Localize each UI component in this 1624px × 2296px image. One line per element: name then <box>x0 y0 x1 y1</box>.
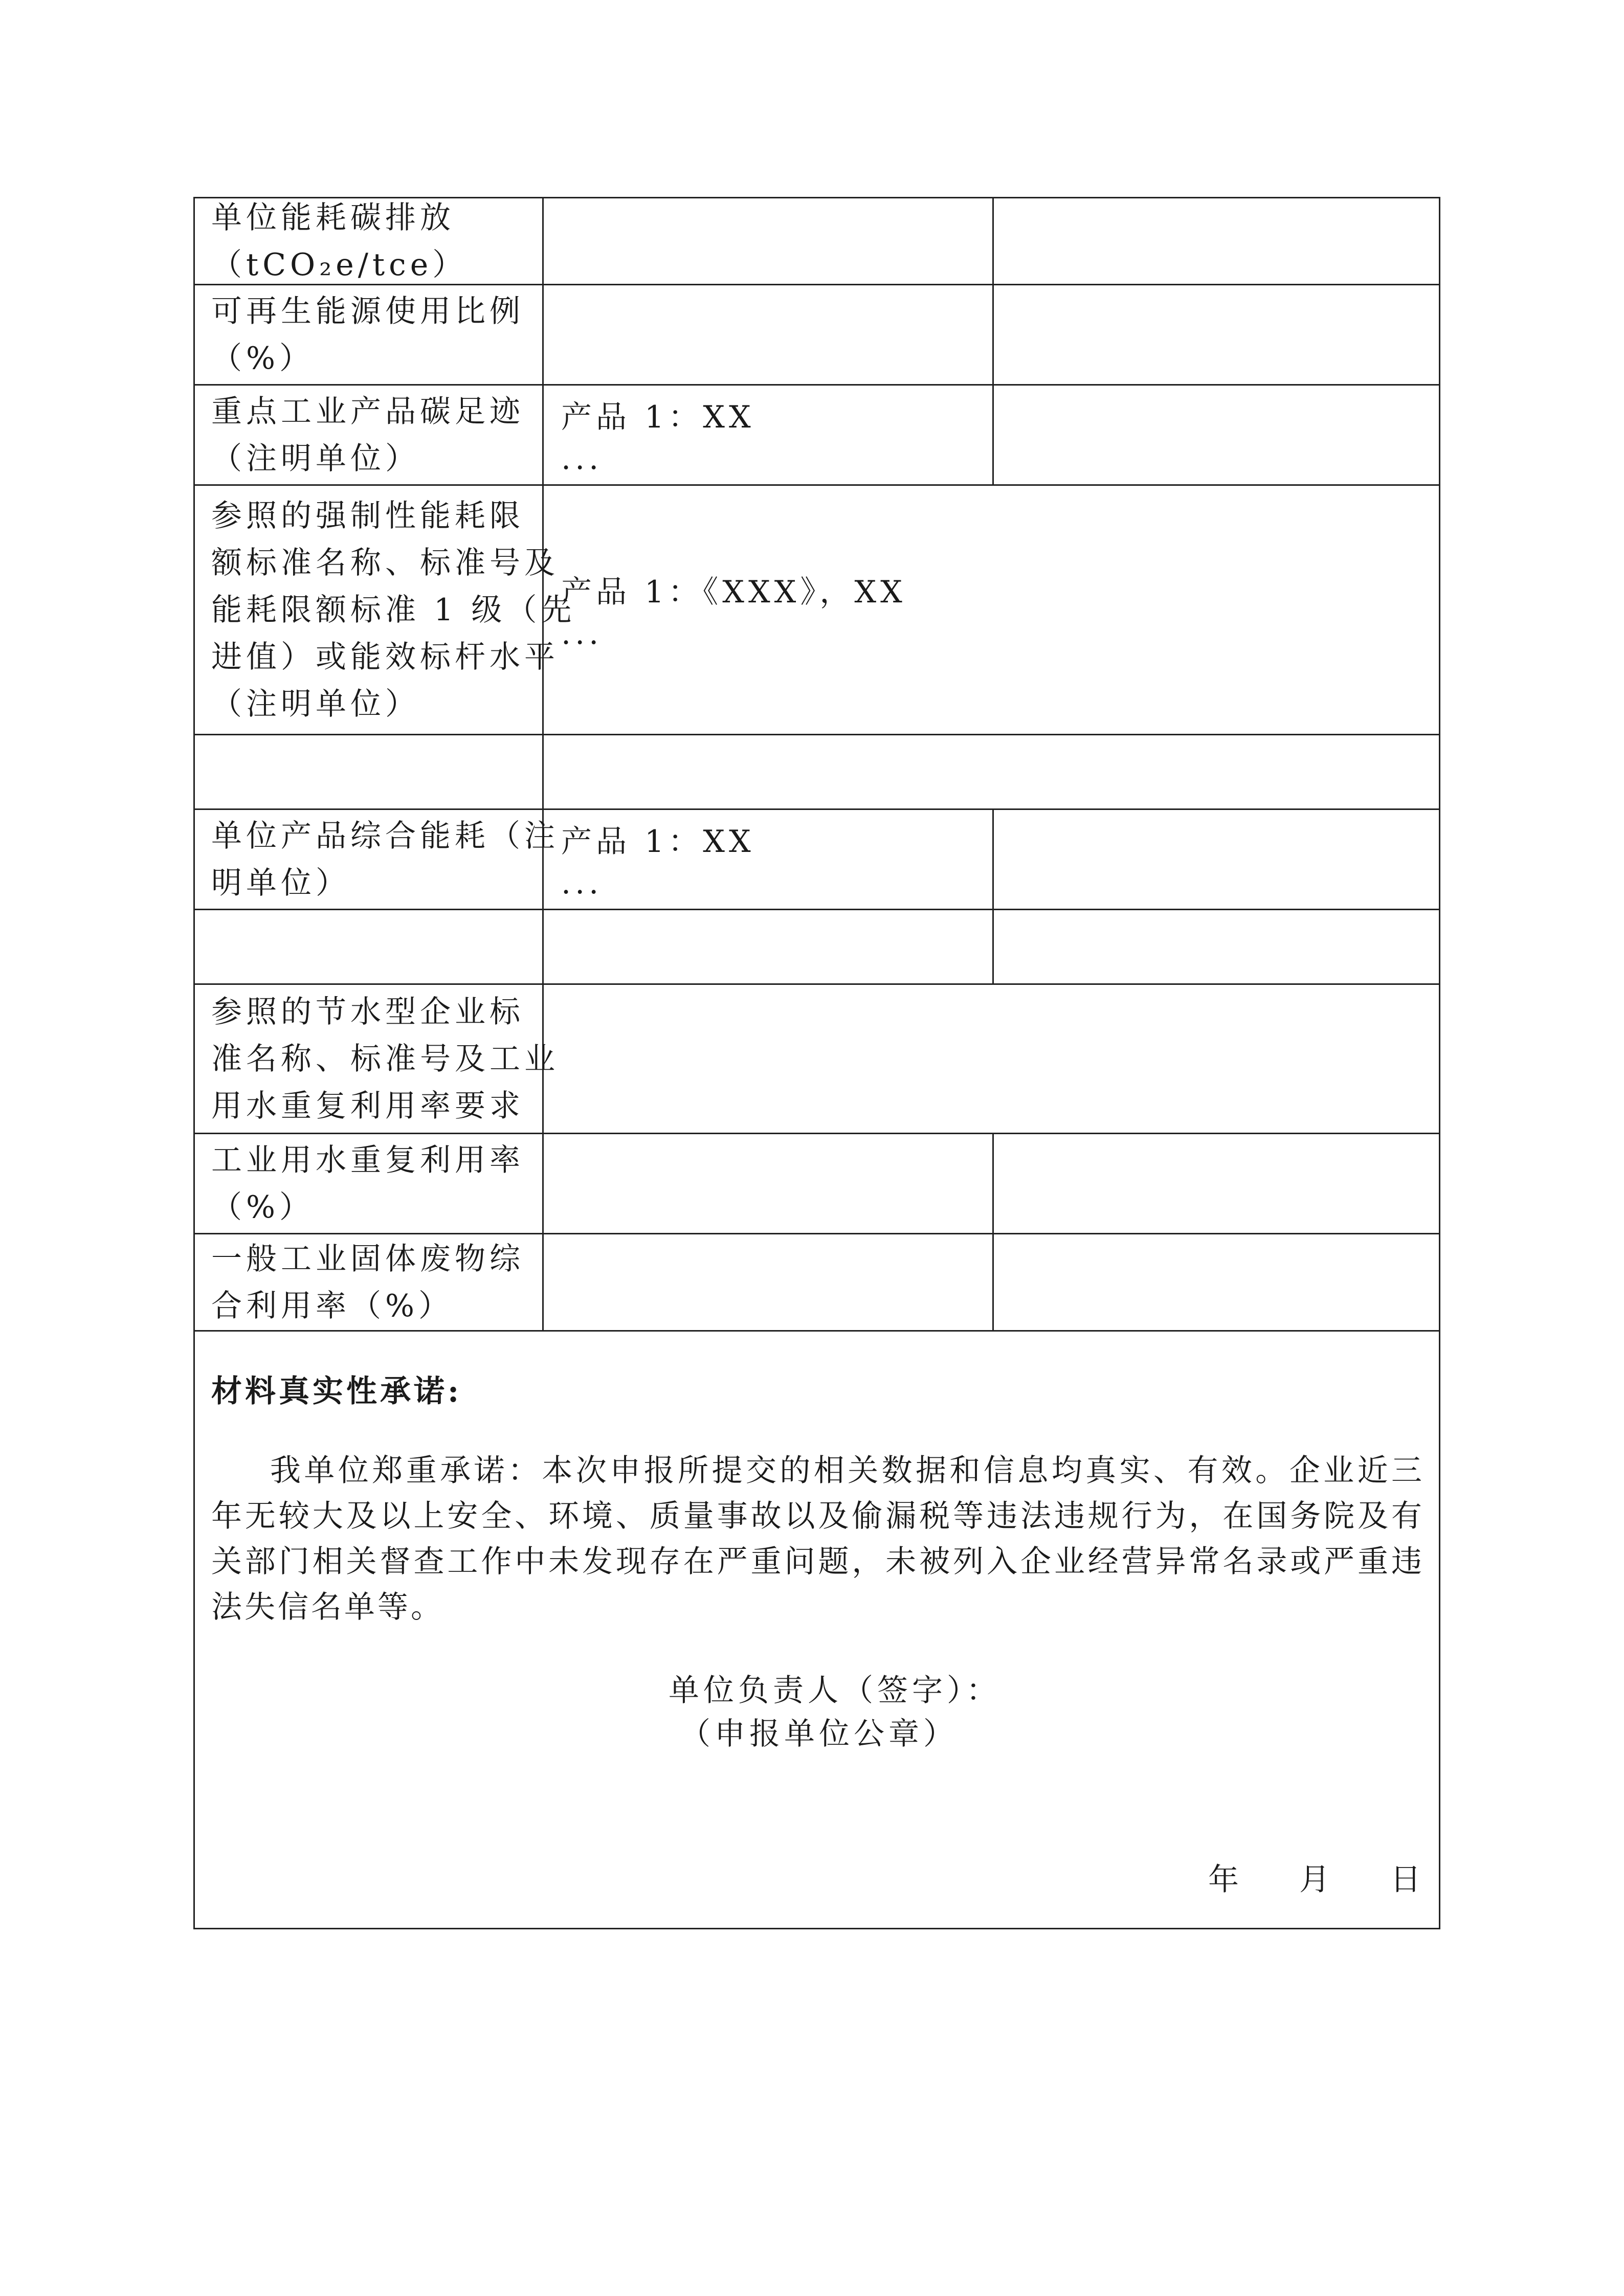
value-line: ... <box>561 440 603 477</box>
row-water-reuse-rate-value-2[interactable] <box>994 1134 1439 1234</box>
row-carbon-per-energy-value-1[interactable] <box>544 198 994 285</box>
value-line: 产品 1：XX <box>561 399 755 435</box>
label-line: 参照的强制性能耗限 <box>211 498 524 534</box>
seal-label[interactable]: （申报单位公章） <box>680 1716 958 1752</box>
label-line: 额标准名称、标准号及 <box>211 545 559 581</box>
row-renewable-ratio-value-2[interactable] <box>994 285 1439 386</box>
label-line: 一般工业固体废物综 <box>211 1241 524 1277</box>
label-line: 可再生能源使用比例 <box>211 293 524 329</box>
label-line: 单位产品综合能耗（注 <box>211 818 559 854</box>
row-solid-waste-utilization-value-2[interactable] <box>994 1234 1439 1332</box>
commitment-title: 材料真实性承诺: <box>211 1374 462 1409</box>
row-carbon-footprint-label <box>195 386 544 486</box>
row-blank-b-label[interactable] <box>195 910 544 985</box>
label-line: （注明单位） <box>211 686 420 722</box>
date-year[interactable]: 年 <box>1208 1862 1239 1898</box>
label-line: 用水重复利用率要求 <box>211 1088 524 1124</box>
row-unit-energy-consumption-value-1[interactable] <box>544 810 994 910</box>
row-carbon-footprint-value-2[interactable] <box>994 386 1439 486</box>
label-line: 参照的节水型企业标 <box>211 994 524 1030</box>
row-unit-energy-consumption-label <box>195 810 559 910</box>
row-water-saving-standard-label <box>195 985 559 1134</box>
value-line: 产品 1：《XXX》，XX <box>561 574 906 610</box>
label-line: （%） <box>211 340 315 376</box>
row-energy-limit-standard-value[interactable] <box>544 486 1439 735</box>
row-carbon-footprint-value-1[interactable] <box>544 386 994 486</box>
label-line: 合利用率（%） <box>211 1288 454 1324</box>
row-carbon-per-energy-value-2[interactable] <box>994 198 1439 285</box>
row-energy-limit-standard-label <box>195 486 576 735</box>
row-blank-a-value[interactable] <box>544 735 1439 810</box>
row-blank-b-value-2[interactable] <box>994 910 1439 985</box>
label-line: 单位能耗碳排放 <box>211 199 455 236</box>
label-line: 进值）或能效标杆水平 <box>211 639 559 675</box>
row-renewable-ratio-value-1[interactable] <box>544 285 994 386</box>
label-line: （%） <box>211 1189 315 1225</box>
declaration-form <box>193 197 1440 1929</box>
row-solid-waste-utilization-value-1[interactable] <box>544 1234 994 1332</box>
label-line: 明单位） <box>211 865 350 901</box>
label-line: 能耗限额标准 1 级（先 <box>211 592 576 628</box>
label-line: 重点工业产品碳足迹 <box>211 393 524 430</box>
date-row[interactable] <box>1208 1859 1421 1900</box>
label-line: （注明单位） <box>211 440 420 477</box>
commitment-section <box>195 1332 1439 1928</box>
row-water-saving-standard-value[interactable] <box>544 985 1439 1134</box>
value-line: ... <box>561 615 603 651</box>
row-unit-energy-consumption-value-2[interactable] <box>994 810 1439 910</box>
row-blank-b-value-1[interactable] <box>544 910 994 985</box>
label-line: 准名称、标准号及工业 <box>211 1041 559 1077</box>
label-line: （tCO₂e/tce） <box>211 246 468 283</box>
row-renewable-ratio-label <box>195 285 544 386</box>
signer-label[interactable]: 单位负责人（签字）： <box>669 1673 1001 1708</box>
value-line: ... <box>561 865 603 901</box>
date-month[interactable]: 月 <box>1299 1862 1330 1898</box>
date-day[interactable]: 日 <box>1390 1862 1421 1898</box>
row-solid-waste-utilization-label <box>195 1234 544 1332</box>
row-water-reuse-rate-label <box>195 1134 544 1234</box>
row-blank-a-label[interactable] <box>195 735 544 810</box>
row-water-reuse-rate-value-1[interactable] <box>544 1134 994 1234</box>
label-line: 工业用水重复利用率 <box>211 1142 524 1178</box>
commitment-body: 我单位郑重承诺：本次申报所提交的相关数据和信息均真实、有效。企业近三年无较大及以上安全、环境、质量事故以及偷漏税等违法违规行为，在国务院及有关部门相关督查工作中未发现存在严重问题，未被列入企业经营异常名录或严重违法失信名单等。 <box>211 1453 1425 1625</box>
row-carbon-per-energy-label <box>195 198 544 285</box>
value-line: 产品 1：XX <box>561 823 755 860</box>
